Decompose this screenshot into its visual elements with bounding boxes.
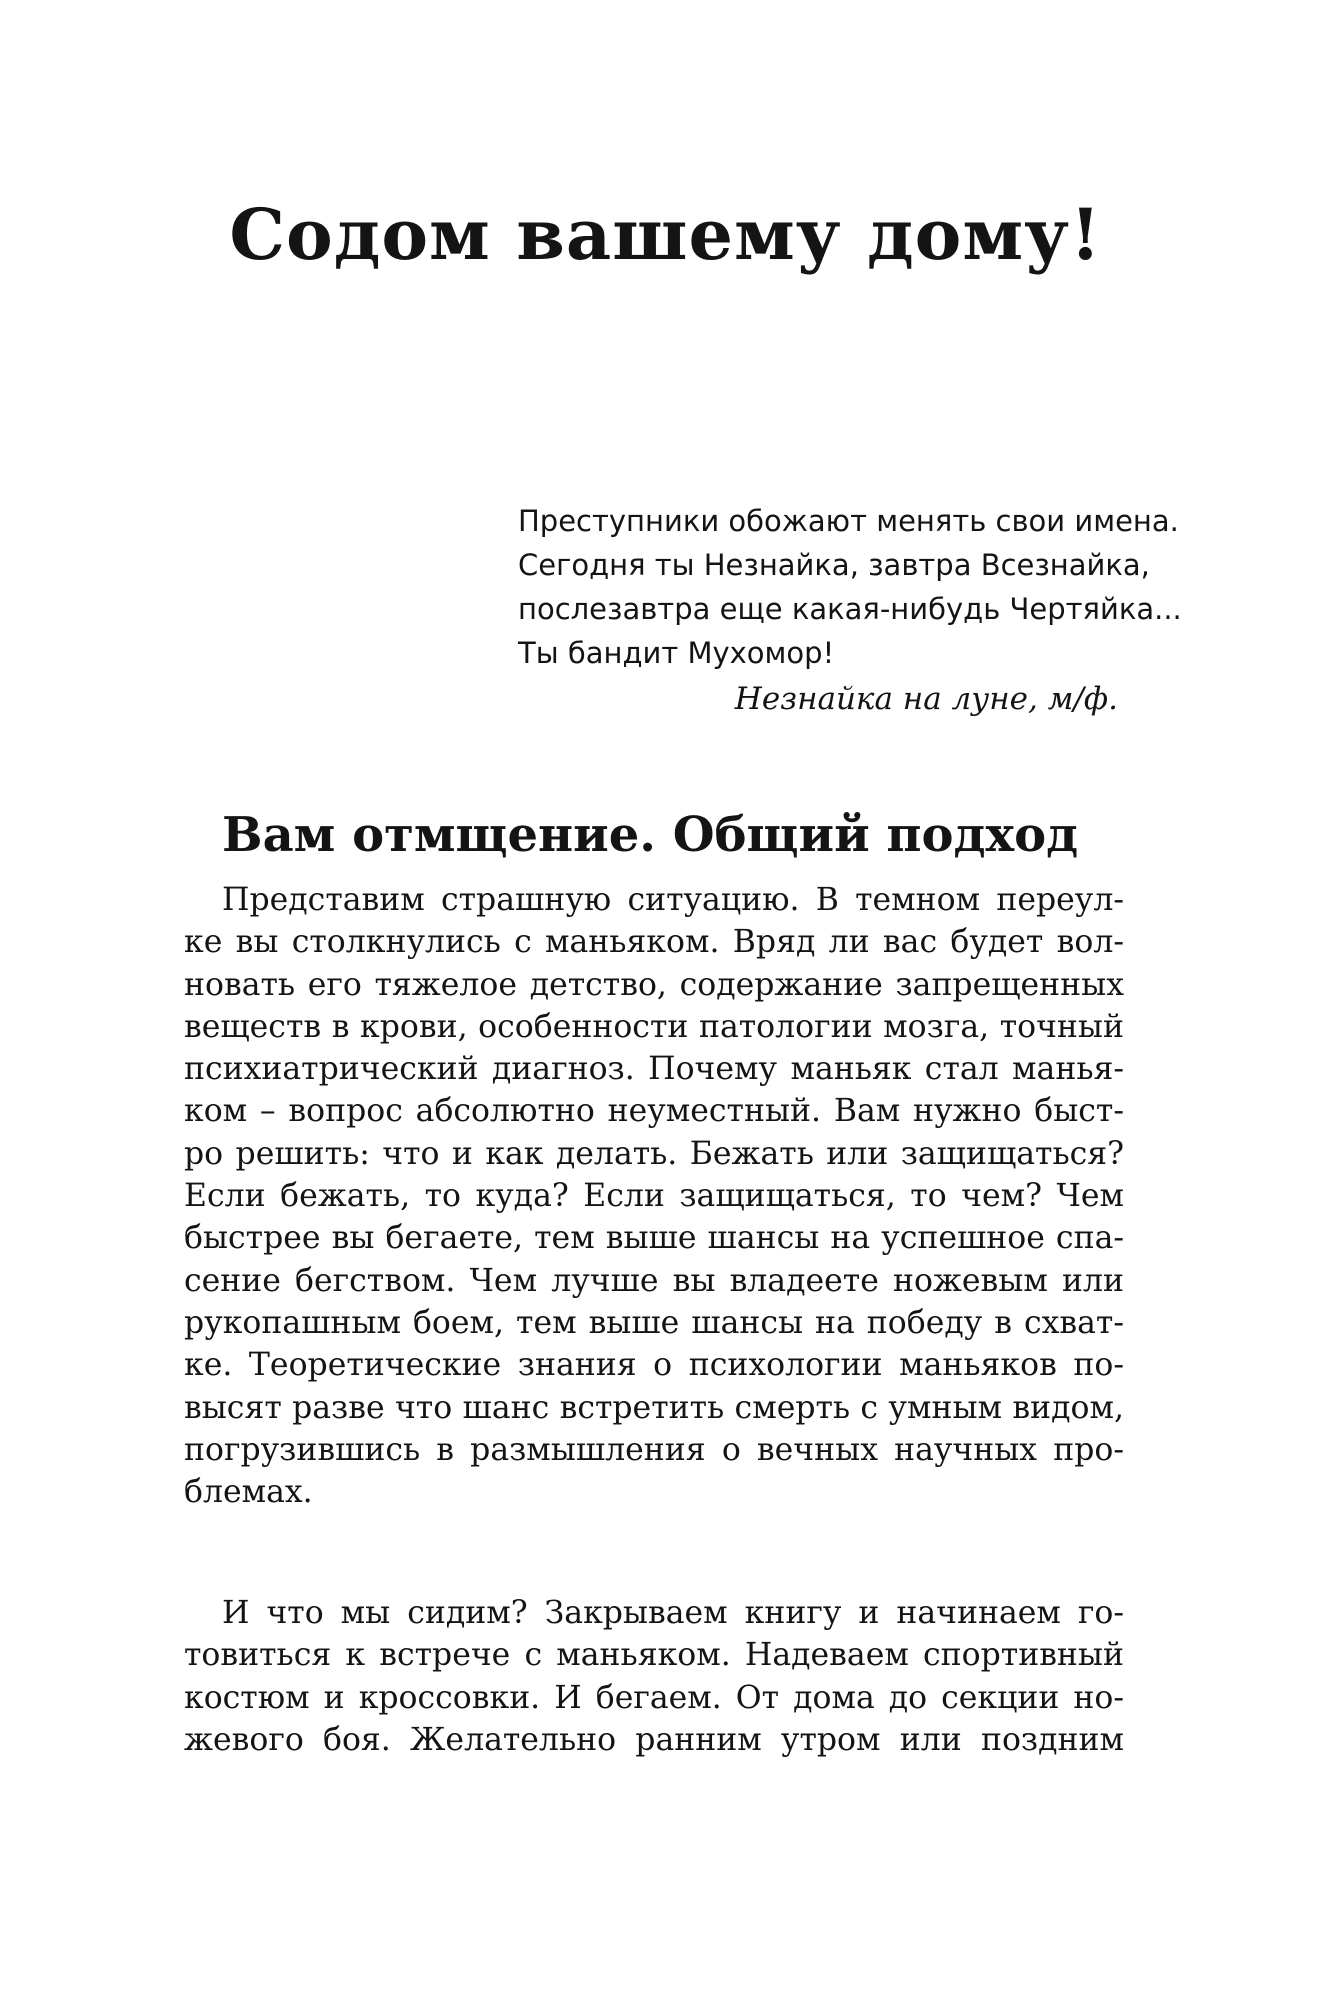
- epigraph-line: Сегодня ты Незнайка, завтра Всезнайка,: [518, 548, 1150, 582]
- epigraph-line: Преступники обожают менять свои имена.: [518, 504, 1179, 538]
- section-title: Вам отмщение. Общий подход: [222, 807, 1079, 863]
- text-line: блемах.: [184, 1474, 313, 1511]
- body-paragraph: [184, 1592, 1124, 1761]
- epigraph-line: послезавтра еще какая-нибудь Чертяйка...: [518, 592, 1182, 626]
- text-line: веществ в крови, особенности патологии мозга, точный: [184, 1008, 1124, 1045]
- text-line: И что мы сидим? Закрываем книгу и начинаем го-: [222, 1595, 1124, 1631]
- body-paragraph: [184, 879, 1124, 1513]
- text-line: высят разве что шанс встретить смерть с умным видом,: [184, 1389, 1124, 1426]
- text-line: жевого боя. Желательно ранним утром или поздним: [184, 1721, 1124, 1758]
- text-line: погрузившись в размышления о вечных научных про-: [184, 1431, 1124, 1468]
- text-line: новать его тяжелое детство, содержание запрещенных: [184, 966, 1124, 1003]
- text-line: ке вы столкнулись с маньяком. Вряд ли вас будет вол-: [184, 924, 1124, 961]
- text-line: Представим страшную ситуацию. В темном переул-: [222, 882, 1124, 918]
- text-line: ком – вопрос абсолютно неуместный. Вам нужно быст-: [184, 1093, 1124, 1130]
- text-line: психиатрический диагноз. Почему маньяк стал манья-: [184, 1051, 1124, 1088]
- epigraph-source: Незнайка на луне, м/ф.: [734, 681, 1118, 717]
- epigraph: [518, 499, 1182, 675]
- text-line: рукопашным боем, тем выше шансы на победу в схват-: [184, 1304, 1124, 1341]
- text-line: Если бежать, то куда? Если защищаться, то чем? Чем: [184, 1178, 1124, 1215]
- text-line: костюм и кроссовки. И бегаем. От дома до секции но-: [184, 1679, 1124, 1716]
- text-line: быстрее вы бегаете, тем выше шансы на успешное спа-: [184, 1220, 1124, 1257]
- text-line: ро решить: что и как делать. Бежать или защищаться?: [184, 1135, 1124, 1172]
- text-line: товиться к встрече с маньяком. Надеваем спортивный: [184, 1637, 1124, 1674]
- text-line: сение бегством. Чем лучше вы владеете ножевым или: [184, 1262, 1124, 1299]
- epigraph-line: Ты бандит Мухомор!: [518, 636, 835, 670]
- text-line: ке. Теоретические знания о психологии маньяков по-: [184, 1347, 1124, 1384]
- chapter-title: Содом вашему дому!: [229, 193, 1102, 276]
